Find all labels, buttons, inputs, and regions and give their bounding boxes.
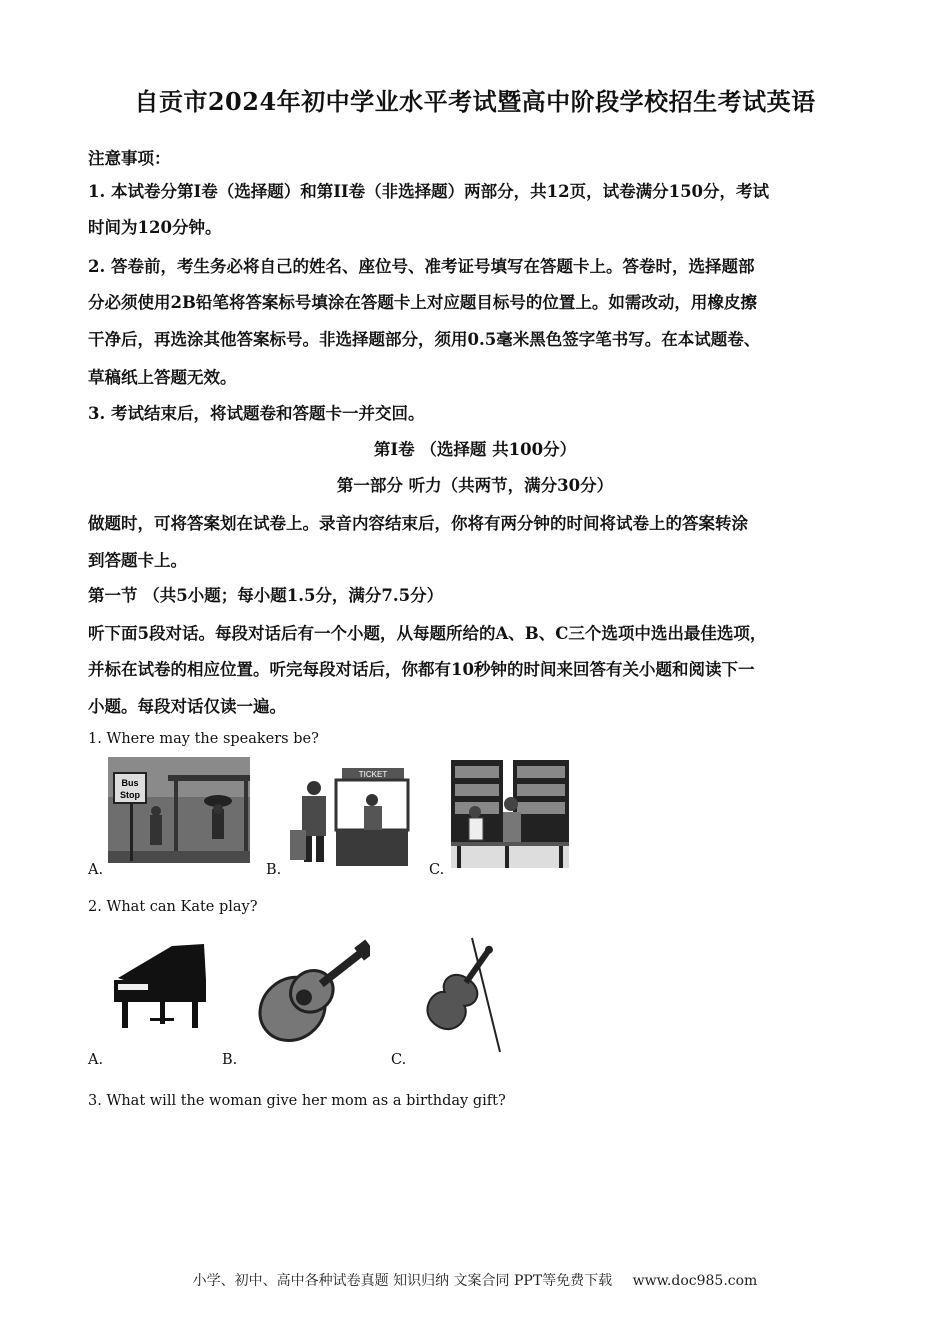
intro-line: 做题时，可将答案划在试卷上。录音内容结束后，你将有两分钟的时间将试卷上的答案转涂 (88, 514, 748, 533)
guitar-image (244, 934, 370, 1046)
notes-line: 3. 考试结束后，将试题卷和答题卡一并交回。 (88, 404, 425, 423)
bus-stop-image (108, 757, 250, 863)
notes-line: 时间为120分钟。 (88, 218, 222, 237)
question-1: 1. Where may the speakers be? (88, 731, 319, 747)
piano-image (110, 940, 210, 1032)
q2-option-c[interactable]: C. (391, 1052, 407, 1068)
notes-line: 草稿纸上答题无效。 (88, 368, 237, 387)
volume-heading: 第I卷 （选择题 共100分） (373, 440, 577, 459)
q2-option-b[interactable]: B. (222, 1052, 238, 1068)
bus-sign-bottom: Stop (120, 790, 140, 800)
page-footer (0, 1270, 950, 1290)
notes-line: 分必须使用2B铅笔将答案标号填涂在答题卡上对应题目标号的位置上。如需改动，用橡皮擦 (88, 293, 757, 312)
subsection-heading: 第一节 （共5小题；每小题1.5分，满分7.5分） (88, 586, 444, 605)
footer-text: 小学、初中、高中各种试卷真题 知识归纳 文案合同 PPT等免费下载 (192, 1273, 613, 1289)
notes-line: 2. 答卷前，考生务必将自己的姓名、座位号、准考证号填写在答题卡上。答卷时，选择题部 (88, 257, 755, 276)
question-2: 2. What can Kate play? (88, 899, 258, 915)
part-heading: 第一部分 听力（共两节，满分30分） (336, 476, 614, 495)
footer-url[interactable]: www.doc985.com (632, 1273, 758, 1289)
q1-option-c[interactable]: C. (429, 862, 445, 878)
q1-option-a[interactable]: A. (88, 862, 104, 878)
instruction-line: 并标在试卷的相应位置。听完每段对话后，你都有10秒钟的时间来回答有关小题和阅读下一 (88, 660, 755, 679)
notes-heading: 注意事项： (88, 149, 171, 168)
question-3: 3. What will the woman give her mom as a birthday gift? (88, 1093, 506, 1109)
bus-sign-top: Bus (121, 778, 139, 788)
violin-image (410, 932, 506, 1054)
notes-line: 干净后，再选涂其他答案标号。非选择题部分，须用0.5毫米黑色签字笔书写。在本试题卷、 (88, 330, 761, 349)
notes-line: 1. 本试卷分第I卷（选择题）和第II卷（非选择题）两部分，共12页，试卷满分150分，考试 (88, 182, 770, 201)
instruction-line: 小题。每段对话仅读一遍。 (88, 697, 286, 716)
q2-option-a[interactable]: A. (88, 1052, 104, 1068)
ticket-sign-text: TICKET (358, 770, 388, 779)
intro-line: 到答题卡上。 (88, 551, 187, 570)
q1-option-b[interactable]: B. (266, 862, 282, 878)
library-image (451, 760, 569, 868)
ticket-office-image (286, 760, 412, 868)
exam-title: 自贡市2024年初中学业水平考试暨高中阶段学校招生考试英语 (134, 87, 816, 116)
instruction-line: 听下面5段对话。每段对话后有一个小题，从每题所给的A、B、C三个选项中选出最佳选项， (88, 624, 767, 643)
